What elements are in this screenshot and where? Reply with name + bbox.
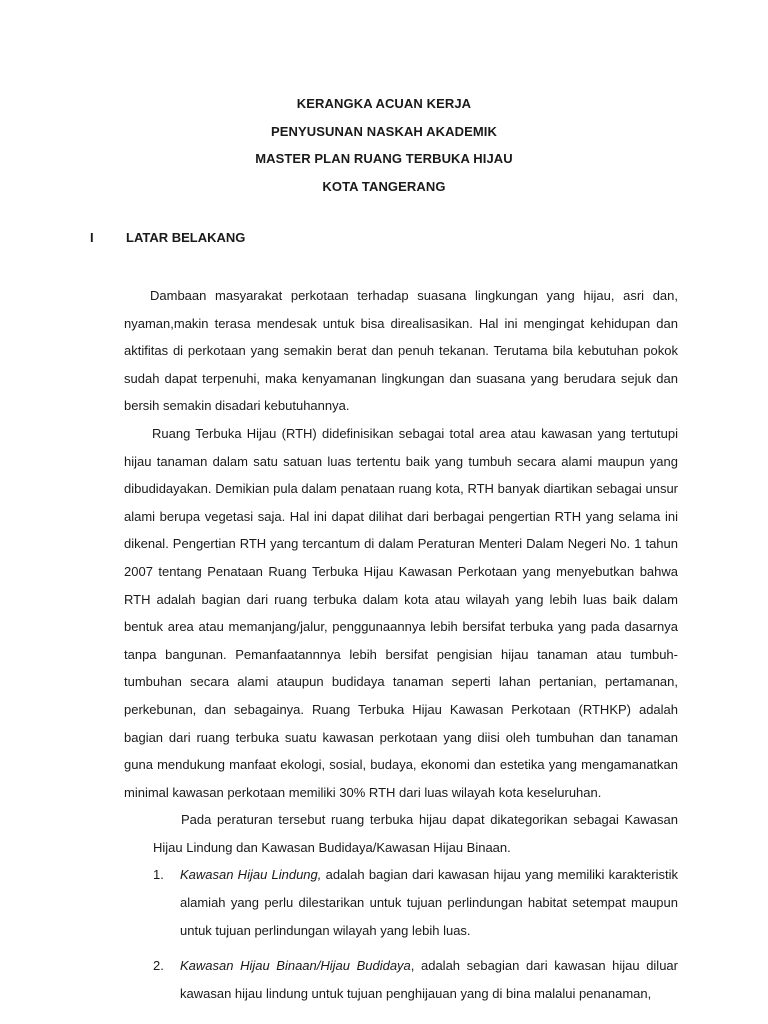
title-line-1: KERANGKA ACUAN KERJA (296, 96, 472, 111)
section-title: LATAR BELAKANG (126, 230, 246, 245)
title-line-3: MASTER PLAN RUANG TERBUKA HIJAU (255, 151, 513, 166)
paragraph-3: Pada peraturan tersebut ruang terbuka hijau dapat dikategorikan sebagai Kawasan Hijau Lindung dan Kawasan Budidaya/Kawasan Hijau Binaan. (153, 812, 678, 855)
document-title (0, 90, 768, 200)
paragraph-1: Dambaan masyarakat perkotaan terhadap suasana lingkungan yang hijau, asri dan, nyaman,makin terasa mendesak untuk bisa direalisasikan. Hal ini mengingat kehidupan dan aktifitas di perkotaan yang semakin berat dan penuh tekanan. Terutama bila kebutuhan pokok sudah dapat terpenuhi, maka kenyamanan lingkungan dan suasana yang berudara sejuk dan bersih semakin disadari kebutuhannya. (124, 288, 678, 414)
list-text: , adalah sebagian dari kawasan hijau diluar kawasan hijau lindung untuk tujuan penghijauan yang di bina malalui penanaman, (180, 958, 678, 1001)
section-number: I (90, 230, 94, 245)
list-number: 1. (153, 867, 164, 883)
list-term: Kawasan Hijau Lindung, (180, 867, 322, 883)
list-number: 2. (153, 958, 164, 974)
list-item-2 (153, 952, 678, 1007)
list-item-1 (153, 861, 678, 944)
paragraph-2: Ruang Terbuka Hijau (RTH) didefinisikan sebagai total area atau kawasan yang tertutupi hijau tanaman dalam satu satuan luas tertentu baik yang tumbuh secara alami maupun yang dibudidayakan. Demikian pula dalam penataan ruang kota, RTH banyak diartikan sebagai unsur alami berupa vegetasi saja. Hal ini dapat dilihat dari berbagai pengertian RTH yang selama ini dikenal. Pengertian RTH yang tercantum di dalam Peraturan Menteri Dalam Negeri No. 1 tahun 2007 tentang Penataan Ruang Terbuka Hijau Kawasan Perkotaan yang menyebutkan bahwa RTH adalah bagian dari ruang terbuka dalam kota atau wilayah yang lebih luas baik dalam bentuk area atau memanjang/jalur, penggunaannya lebih bersifat terbuka yang pada dasarnya tanpa bangunan. Pemanfaatannnya lebih bersifat pengisian hijau tanaman atau tumbuh-tumbuhan secara alami ataupun budidaya tanaman seperti lahan pertanian, pertamanan, perkebunan, dan sebagainya. Ruang Terbuka Hijau Kawasan Perkotaan (RTHKP) adalah bagian dari ruang terbuka suatu kawasan perkotaan yang diisi oleh tumbuhan dan tanaman guna mendukung manfaat ekologi, sosial, budaya, ekonomi dan estetika yang mengamanatkan minimal kawasan perkotaan memiliki 30% RTH dari luas wilayah kota keseluruhan. (124, 425, 678, 800)
list-text: adalah bagian dari kawasan hijau yang memiliki karakteristik alamiah yang perlu dilestarikan untuk tujuan perlindungan habitat setempat maupun untuk tujuan perlindungan wilayah yang lebih luas. (180, 867, 678, 938)
list-term: Kawasan Hijau Binaan/Hijau Budidaya (180, 958, 411, 974)
title-line-4: KOTA TANGERANG (322, 178, 446, 194)
body-text (124, 282, 678, 1007)
title-line-2: PENYUSUNAN NASKAH AKADEMIK (270, 123, 498, 139)
section-heading (90, 228, 245, 248)
